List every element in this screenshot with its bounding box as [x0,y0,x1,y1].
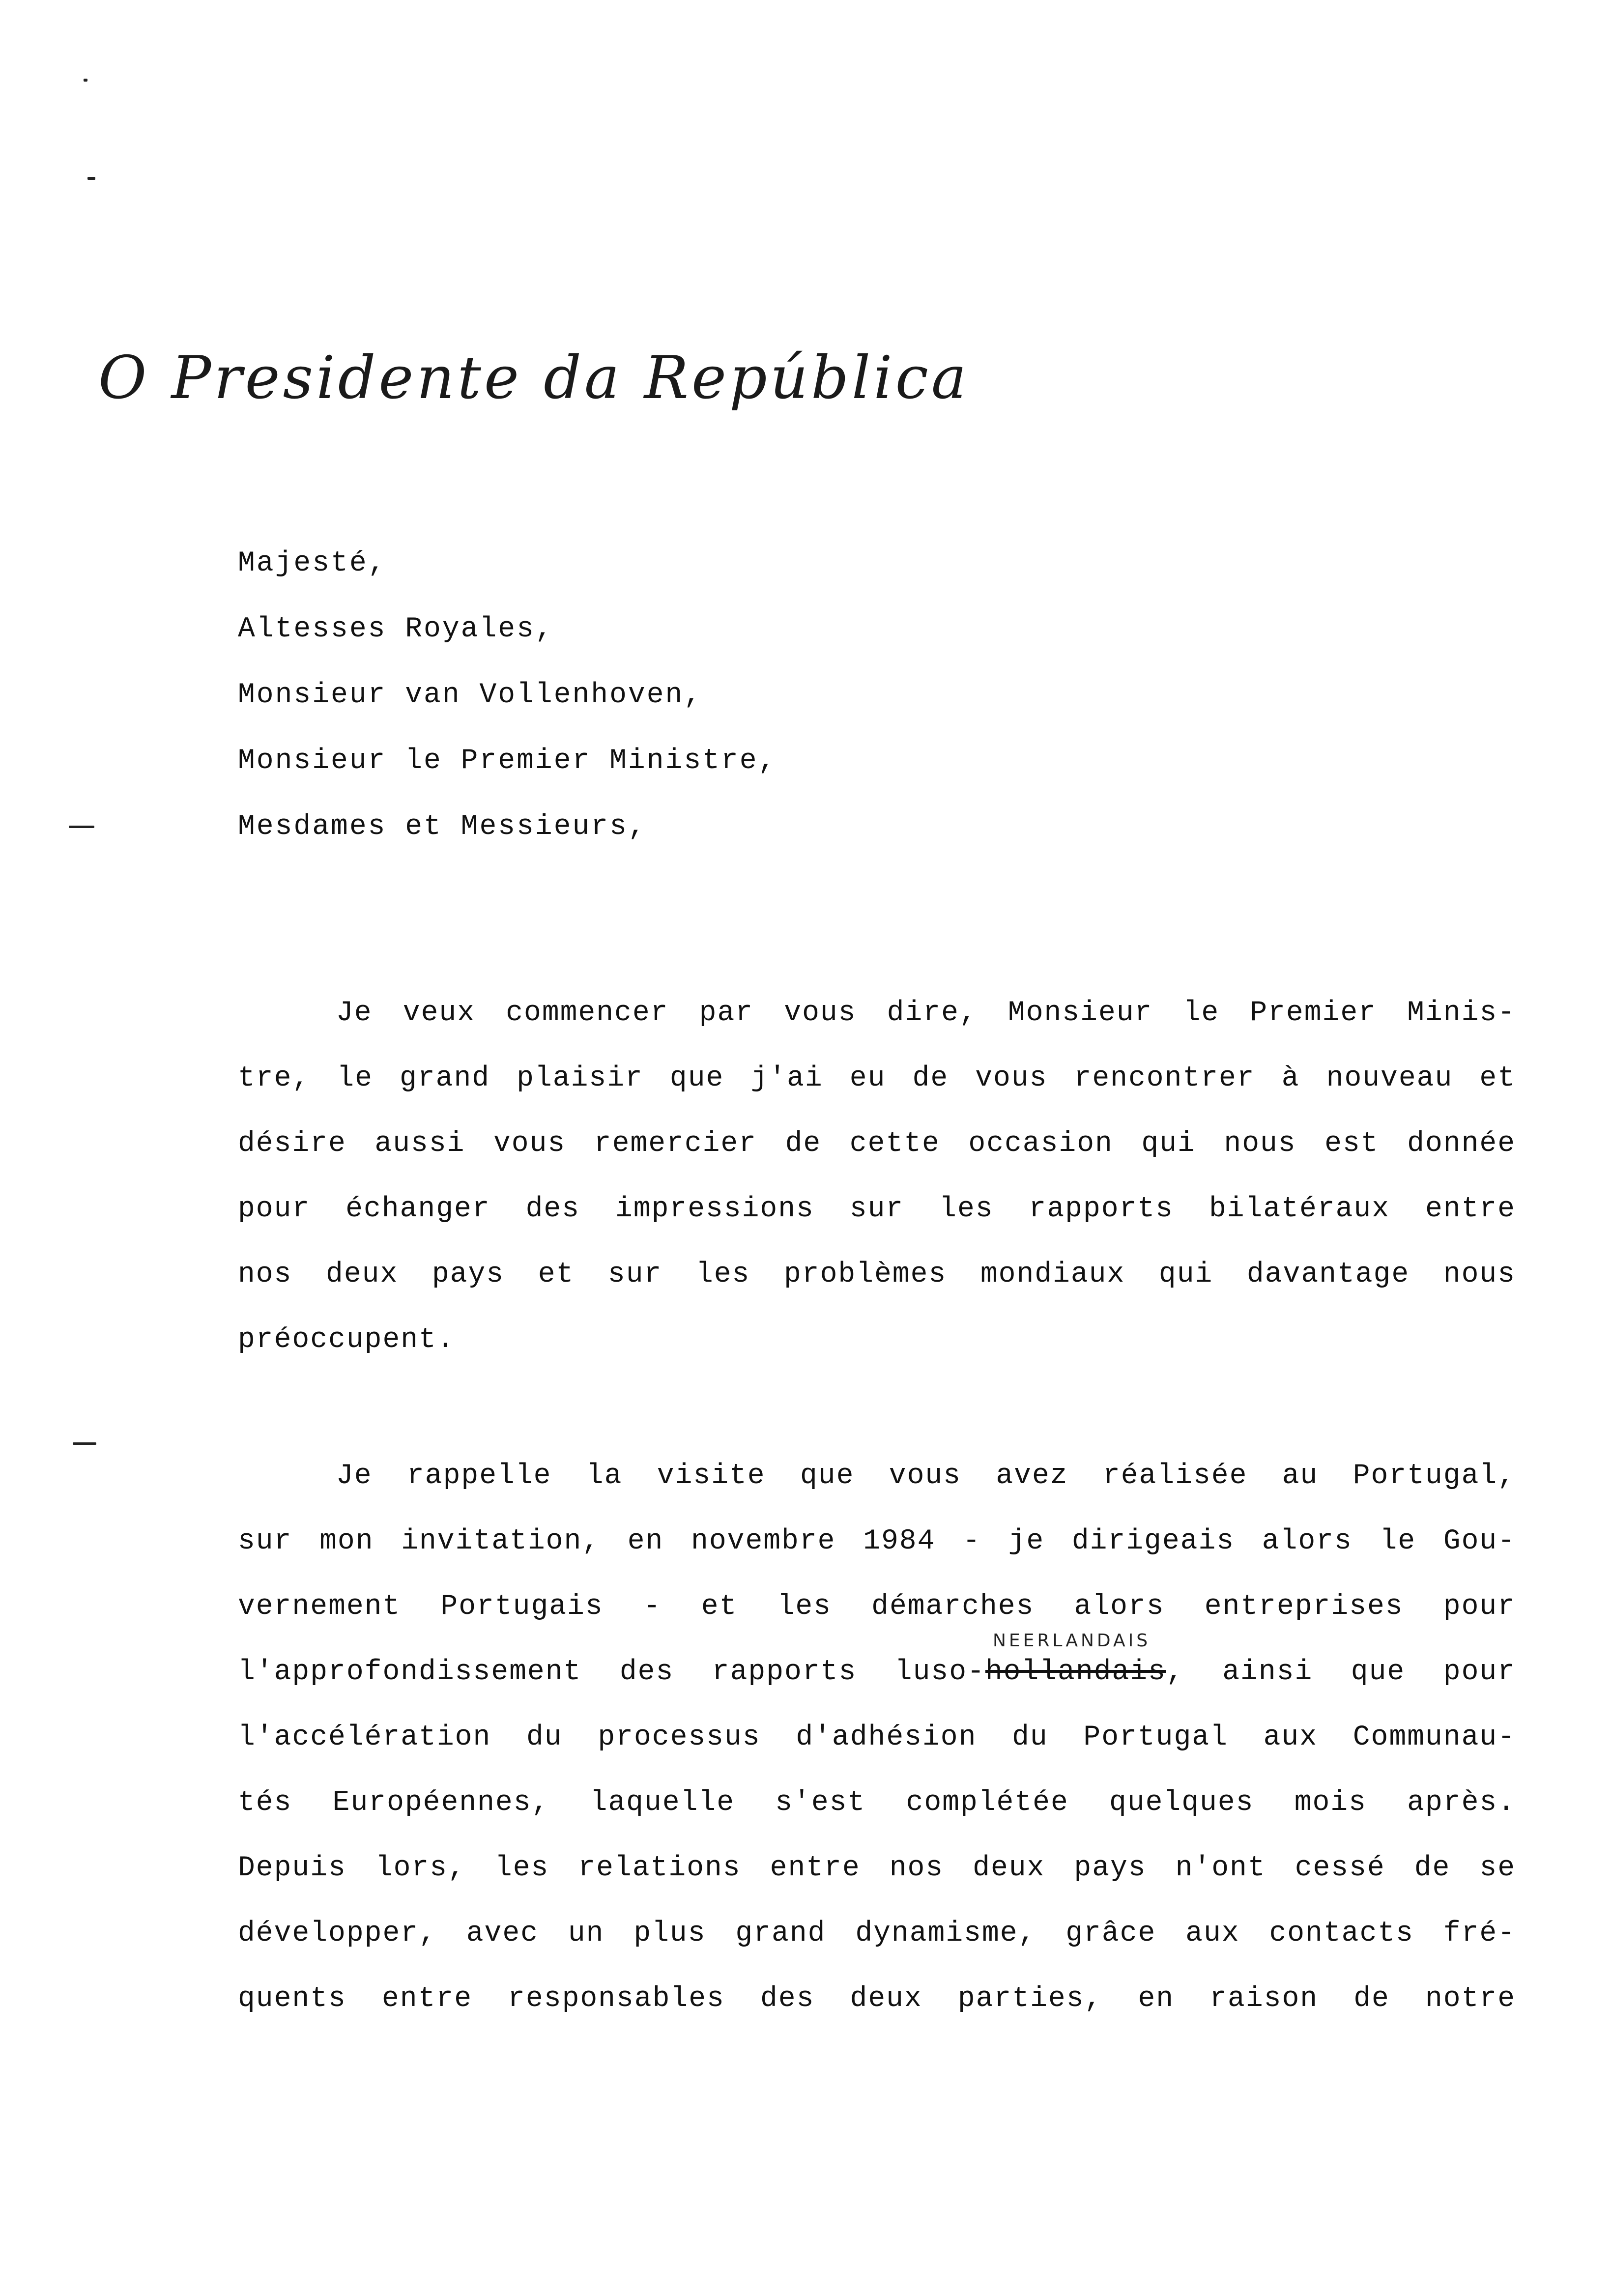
text-line: vernement Portugais - et les démarches alors entreprises pour [238,1591,1516,1623]
text-line: désire aussi vous remercier de cette occasion qui nous est donnée [238,1128,1516,1160]
text-line: nos deux pays et sur les problèmes mondiaux qui davantage nous [238,1259,1516,1291]
margin-mark [73,1442,96,1445]
paragraph-2 [238,1443,1516,2032]
text-line: tre, le grand plaisir que j'ai eu de vous rencontrer à nouveau et [238,1062,1516,1094]
text-line: l'accélération du processus d'adhésion du Portugal aux Communau- [238,1722,1516,1753]
text-line: sur mon invitation, en novembre 1984 - je dirigeais alors le Gou- [238,1525,1516,1557]
text-line: préoccupent. [238,1324,455,1356]
struck-word: hollandais [985,1656,1166,1688]
salutation-line: Mesdames et Messieurs, [238,811,647,843]
text-line: quents entre responsables des deux parties, en raison de notre [238,1983,1516,2015]
text-line: Je veux commencer par vous dire, Monsieur le Premier Minis- [336,997,1516,1029]
text-line: Je rappelle la visite que vous avez réalisée au Portugal, [336,1460,1516,1492]
letterhead-title: O Presidente da República [98,344,970,412]
paragraph-1 [238,980,1516,1373]
text-line: pour échanger des impressions sur les rapports bilatéraux entre [238,1193,1516,1225]
salutation-line: Monsieur le Premier Ministre, [238,745,777,777]
salutation-block [238,531,777,860]
salutation-line: Altesses Royales, [238,613,554,645]
text-line: Depuis lors, les relations entre nos deux pays n'ont cessé de se [238,1852,1516,1884]
text-line: tés Européennes, laquelle s'est complétée quelques mois après. [238,1787,1516,1819]
text-line: développer, avec un plus grand dynamisme, grâce aux contacts fré- [238,1918,1516,1950]
handwritten-correction: NEERLANDAIS [993,1631,1151,1651]
salutation-line: Majesté, [238,547,387,579]
margin-mark [69,826,94,828]
salutation-line: Monsieur van Vollenhoven, [238,679,703,711]
text-segment: , ainsi que pour [1166,1656,1516,1688]
text-line-with-correction [238,1639,1516,1705]
margin-mark [84,79,87,82]
text-segment: l'approfondissement des rapports luso- [238,1656,985,1688]
margin-mark [87,177,95,180]
